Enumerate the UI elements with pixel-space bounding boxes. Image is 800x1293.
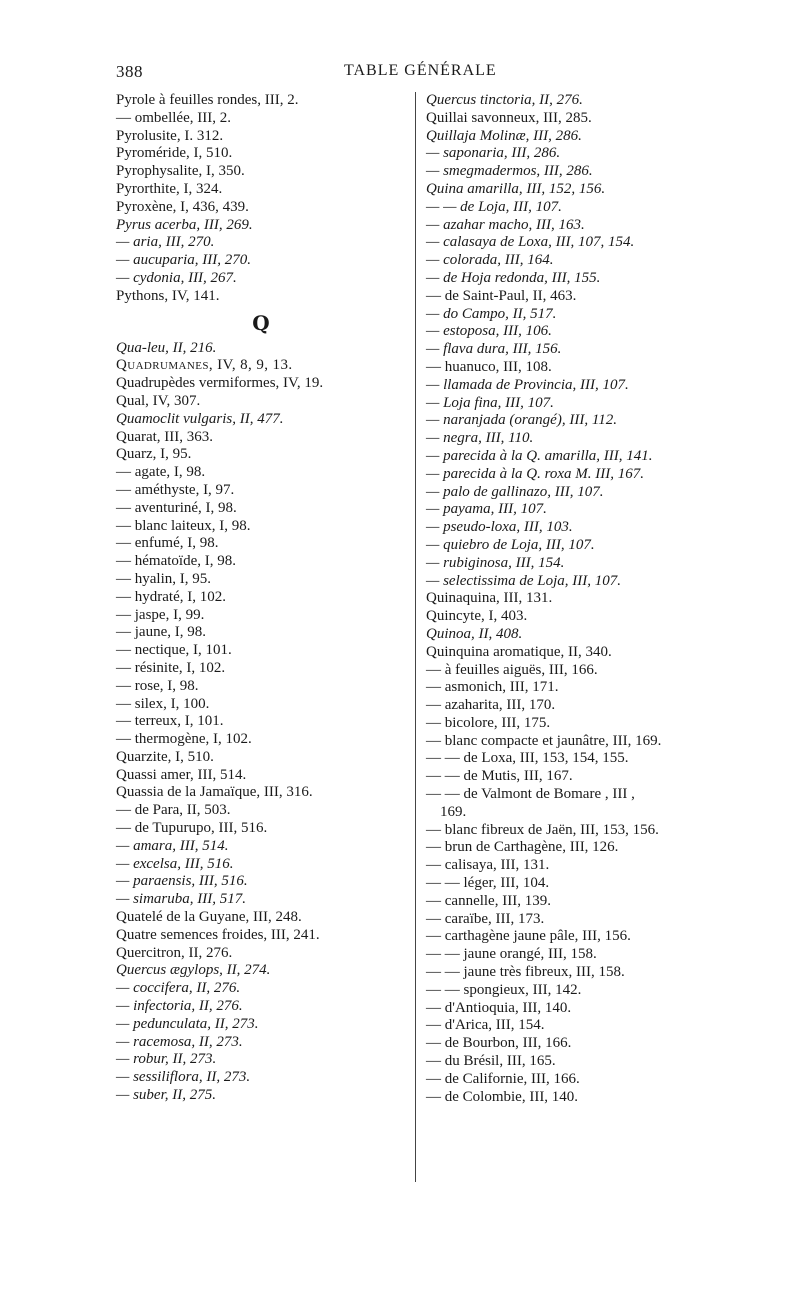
- index-entry: — améthyste, I, 97.: [116, 481, 235, 498]
- index-entry: — azahar macho, III, 163.: [426, 216, 585, 233]
- index-entry: — robur, II, 273.: [116, 1051, 217, 1068]
- index-entry: Quassia de la Jamaïque, III, 316.: [116, 784, 313, 801]
- index-entry: Qua-leu, II, 216.: [116, 339, 217, 356]
- index-entry: — de Tupurupo, III, 516.: [116, 820, 268, 837]
- index-entry: — — de Loxa, III, 153, 154, 155.: [426, 750, 629, 767]
- index-entry: — saponaria, III, 286.: [426, 145, 561, 162]
- index-entry: — simaruba, III, 517.: [116, 891, 246, 908]
- index-entry: — résinite, I, 102.: [116, 659, 226, 676]
- index-entry: Pyrophysalite, I, 350.: [116, 163, 245, 180]
- index-entry: — amara, III, 514.: [116, 837, 229, 854]
- index-entry: — aventuriné, I, 98.: [116, 499, 237, 516]
- index-entry: — d'Arica, III, 154.: [426, 1017, 545, 1034]
- index-entry: — asmonich, III, 171.: [426, 679, 559, 696]
- index-entry: — — de Mutis, III, 167.: [426, 768, 573, 785]
- index-entry: Quarz, I, 95.: [116, 446, 192, 463]
- index-entry: — Loja fina, III, 107.: [426, 394, 554, 411]
- index-entry: — pseudo-loxa, III, 103.: [426, 519, 573, 536]
- index-entry: — — jaune orangé, III, 158.: [426, 946, 597, 963]
- index-entry: — rubiginosa, III, 154.: [426, 554, 565, 571]
- index-entry: Quinaquina, III, 131.: [426, 590, 553, 607]
- index-entry: — calasaya de Loxa, III, 107, 154.: [426, 234, 635, 251]
- index-entry: — jaune, I, 98.: [116, 624, 206, 641]
- index-entry: — payama, III, 107.: [426, 501, 547, 518]
- index-entry: 169.: [440, 803, 467, 820]
- entries-group-q: [116, 340, 406, 1105]
- index-entry: Quercus tinctoria, II, 276.: [426, 92, 583, 108]
- index-entry: Qual, IV, 307.: [116, 392, 201, 409]
- index-entry: — naranjada (orangé), III, 112.: [426, 412, 617, 429]
- index-entry: Quincyte, I, 403.: [426, 608, 528, 625]
- index-entry: — paraensis, III, 516.: [116, 873, 248, 890]
- running-title: TABLE GÉNÉRALE: [344, 62, 497, 79]
- index-entry: — aria, III, 270.: [116, 234, 215, 251]
- column-divider: [415, 92, 416, 1182]
- index-entry: Quillaja Molinæ, III, 286.: [426, 127, 582, 144]
- index-entry: — smegmadermos, III, 286.: [426, 163, 593, 180]
- page-header: [116, 62, 636, 88]
- index-entry: — negra, III, 110.: [426, 430, 534, 447]
- index-entry: — excelsa, III, 516.: [116, 855, 234, 872]
- index-entry: — azaharita, III, 170.: [426, 697, 556, 714]
- index-entry: Quinoa, II, 408.: [426, 625, 523, 642]
- section-letter: Q: [252, 310, 270, 335]
- index-entry: Quercus ægylops, II, 274.: [116, 962, 271, 979]
- index-entry: — cannelle, III, 139.: [426, 892, 551, 909]
- index-entry: — du Brésil, III, 165.: [426, 1053, 556, 1070]
- index-entry: — terreux, I, 101.: [116, 713, 224, 730]
- index-entry: — quiebro de Loja, III, 107.: [426, 536, 595, 553]
- index-entry: — d'Antioquia, III, 140.: [426, 999, 572, 1016]
- index-entry: — racemosa, II, 273.: [116, 1033, 243, 1050]
- index-column-right: [426, 92, 726, 1106]
- index-entry: — — jaune très fibreux, III, 158.: [426, 964, 625, 981]
- index-entry: Pyrorthite, I, 324.: [116, 180, 223, 197]
- index-entry: — — de Loja, III, 107.: [426, 198, 562, 215]
- index-entry: — agate, I, 98.: [116, 464, 206, 481]
- index-entry: Pyrolusite, I. 312.: [116, 127, 224, 144]
- index-entry: — cydonia, III, 267.: [116, 269, 237, 286]
- index-entry: — infectoria, II, 276.: [116, 998, 243, 1015]
- index-entry: Quercitron, II, 276.: [116, 944, 233, 961]
- index-entry: — — de Valmont de Bomare , III ,: [426, 786, 635, 803]
- index-entry: Quadrumanes, IV, 8, 9, 13.: [116, 357, 293, 374]
- index-entry: — estoposa, III, 106.: [426, 323, 552, 340]
- index-entry: — de Colombie, III, 140.: [426, 1088, 579, 1105]
- entries-group-p: [116, 92, 406, 306]
- index-entry: Quadrupèdes vermiformes, IV, 19.: [116, 375, 324, 392]
- index-entry: — colorada, III, 164.: [426, 252, 554, 269]
- index-entry: Pyrus acerba, III, 269.: [116, 216, 253, 233]
- index-entry: — palo de gallinazo, III, 107.: [426, 483, 604, 500]
- index-entry: — hyalin, I, 95.: [116, 570, 211, 587]
- index-entry: — de Saint-Paul, II, 463.: [426, 287, 577, 304]
- index-entry: — à feuilles aiguës, III, 166.: [426, 661, 598, 678]
- index-entry: — hématoïde, I, 98.: [116, 553, 236, 570]
- index-entry: — — léger, III, 104.: [426, 875, 550, 892]
- index-entry: Quina amarilla, III, 152, 156.: [426, 180, 606, 197]
- index-entry: — de Hoja redonda, III, 155.: [426, 269, 601, 286]
- entries-group-q-continued: [426, 92, 726, 1106]
- index-entry: Quatre semences froides, III, 241.: [116, 926, 320, 943]
- page-number: 388: [116, 62, 143, 81]
- index-entry: — caraïbe, III, 173.: [426, 910, 545, 927]
- index-entry: — rose, I, 98.: [116, 677, 199, 694]
- index-entry: Quinquina aromatique, II, 340.: [426, 643, 612, 660]
- index-entry: Pyrole à feuilles rondes, III, 2.: [116, 92, 299, 108]
- index-entry: — blanc compacte et jaunâtre, III, 169.: [426, 732, 662, 749]
- index-entry: — blanc laiteux, I, 98.: [116, 517, 251, 534]
- index-entry: — calisaya, III, 131.: [426, 857, 550, 874]
- index-column-left: [116, 92, 406, 1105]
- index-entry: Quamoclit vulgaris, II, 477.: [116, 410, 284, 427]
- index-entry: Pyroméride, I, 510.: [116, 145, 233, 162]
- index-entry: Pythons, IV, 141.: [116, 287, 220, 304]
- index-entry: — blanc fibreux de Jaën, III, 153, 156.: [426, 821, 659, 838]
- index-entry: — carthagène jaune pâle, III, 156.: [426, 928, 631, 945]
- index-entry: — sessiliflora, II, 273.: [116, 1069, 251, 1086]
- index-entry: — de Californie, III, 166.: [426, 1070, 580, 1087]
- index-entry: — llamada de Provincia, III, 107.: [426, 376, 629, 393]
- index-entry: — coccifera, II, 276.: [116, 980, 241, 997]
- index-entry: Quassi amer, III, 514.: [116, 766, 247, 783]
- index-entry: Quarzite, I, 510.: [116, 748, 214, 765]
- index-entry: — flava dura, III, 156.: [426, 341, 562, 358]
- index-entry: — bicolore, III, 175.: [426, 714, 551, 731]
- index-entry: — do Campo, II, 517.: [426, 305, 557, 322]
- index-entry: — de Bourbon, III, 166.: [426, 1035, 572, 1052]
- index-entry: — thermogène, I, 102.: [116, 731, 252, 748]
- index-entry: — — spongieux, III, 142.: [426, 981, 582, 998]
- index-entry: — ombellée, III, 2.: [116, 109, 231, 126]
- index-entry: Pyroxène, I, 436, 439.: [116, 198, 249, 215]
- index-entry: — suber, II, 275.: [116, 1087, 216, 1104]
- index-entry: — nectique, I, 101.: [116, 642, 232, 659]
- index-entry: — aucuparia, III, 270.: [116, 252, 251, 269]
- index-entry: — silex, I, 100.: [116, 695, 210, 712]
- index-entry: — parecida à la Q. roxa M. III, 167.: [426, 465, 645, 482]
- index-entry: Quarat, III, 363.: [116, 428, 214, 445]
- index-entry: — hydraté, I, 102.: [116, 588, 226, 605]
- index-entry: — selectissima de Loja, III, 107.: [426, 572, 621, 589]
- index-entry: — brun de Carthagène, III, 126.: [426, 839, 619, 856]
- index-entry: — de Para, II, 503.: [116, 802, 231, 819]
- index-entry: — parecida à la Q. amarilla, III, 141.: [426, 447, 653, 464]
- index-entry: — jaspe, I, 99.: [116, 606, 205, 623]
- index-entry: — pedunculata, II, 273.: [116, 1015, 259, 1032]
- index-entry: Quatelé de la Guyane, III, 248.: [116, 909, 302, 926]
- index-entry: — enfumé, I, 98.: [116, 535, 219, 552]
- index-entry: — huanuco, III, 108.: [426, 358, 552, 375]
- index-entry: Quillai savonneux, III, 285.: [426, 109, 592, 126]
